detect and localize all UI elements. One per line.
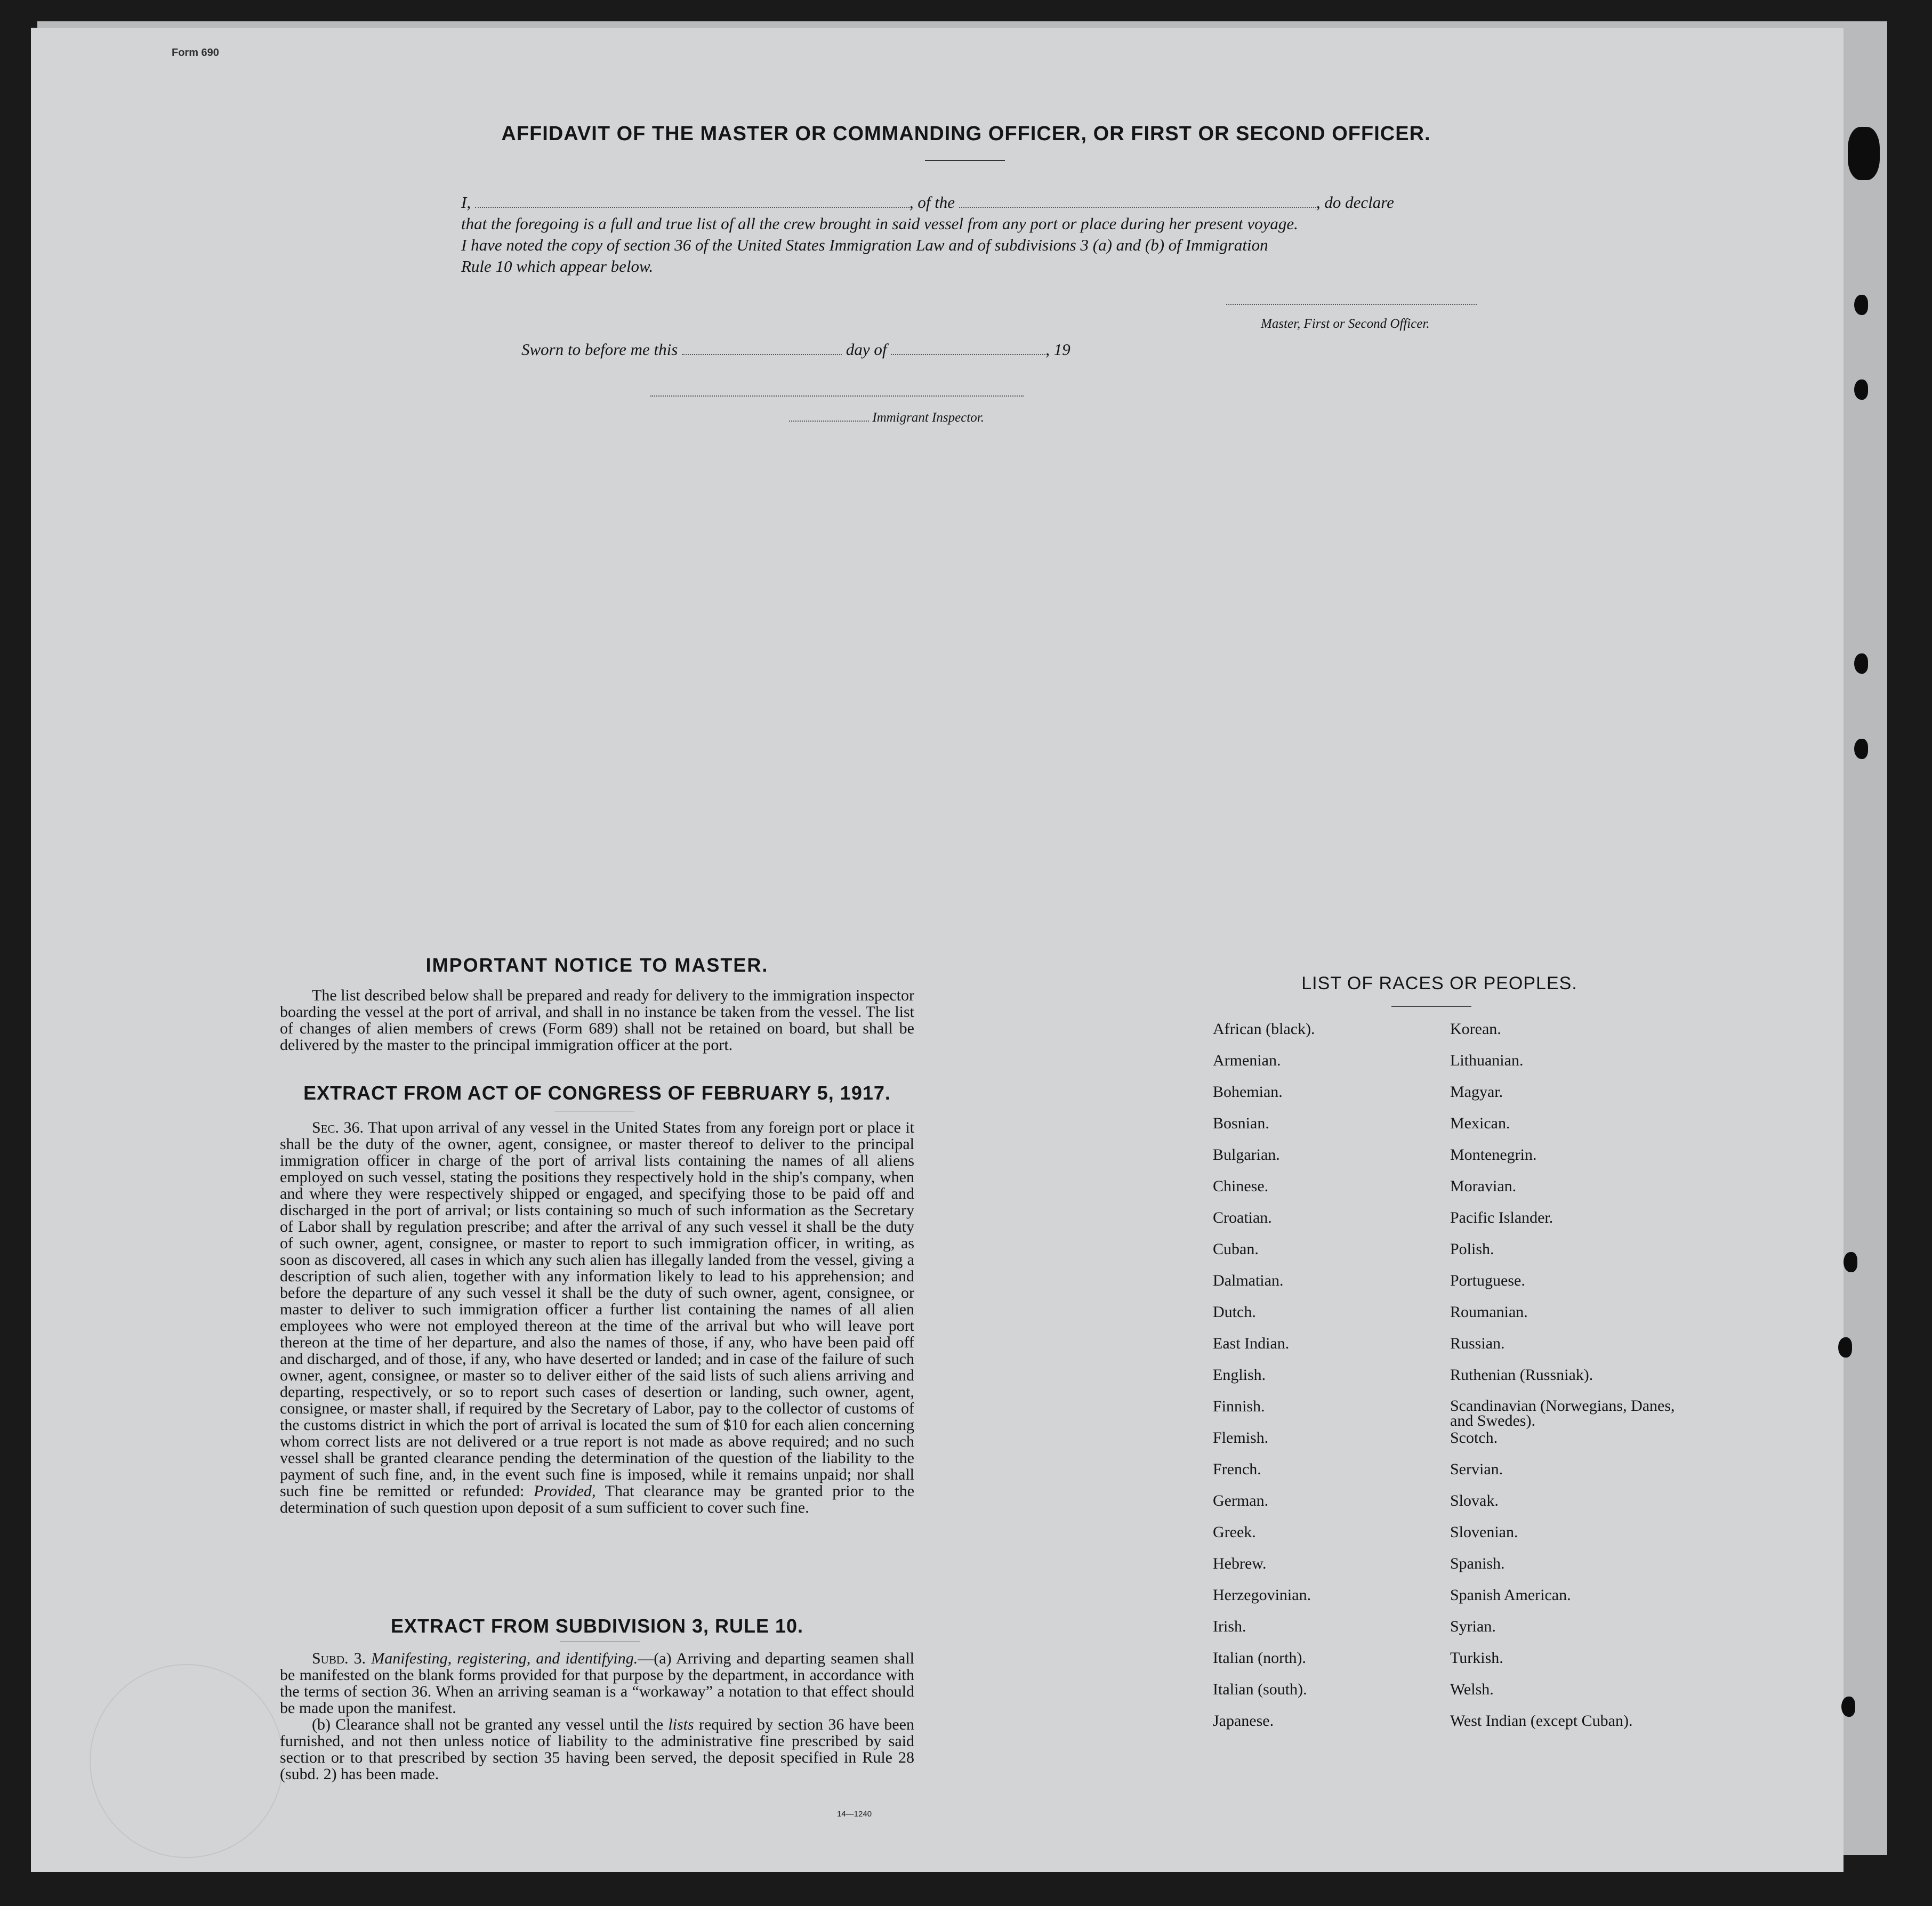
race-item: Slovak.	[1450, 1492, 1499, 1509]
race-item: Portuguese.	[1450, 1272, 1525, 1289]
rule-10-para-b-part2: required by section 36 have been furnished, and not then unless notice of liability to the administrative fine prescribed by said section or to that prescribed by section 35 having been served, the deposit specified in Rule 28 (subd. 2) has been made.	[280, 1716, 914, 1783]
section-36-text-part1: That upon arrival of any vessel in the United States from any foreign port or place it shall be the duty of the owner, agent, consignee, or master thereof to deliver to the principal immigration officer in charge of the port of arrival lists containing the names of all aliens employed on such vessel, stating the positions they respectively hold in the ship's company, when and where they were respectively shipped or engaged, and specifying those to be paid off and discharged in the port of arrival; or lists containing so much of such information as the Secretary of Labor shall by regulation prescribe; and after the arrival of any such vessel it shall be the duty of such owner, agent, consignee, or master to report to such immigration officer, in writing, as soon as discovered, all cases in which any such alien has illegally landed from the vessel, giving a description of such alien, together with any information likely to lead to his apprehension; and before the departure of any such vessel it shall be the duty of such owner, agent, consignee, or master to deliver to such immigration officer a further list containing the names of all alien employees who were not employed thereon at the time of the arrival but who will leave port thereon at the time of her departure, and also the names of those, if any, who have been paid off and discharged, and of those, if any, who have deserted or landed; and in case of the failure of such owner, agent, consignee, or master so to deliver either of the said lists of such aliens arriving and departing, respectively, or so to report such cases of desertion or landing, such owner, agent, consignee, or master shall, if required by the Secretary of Labor, pay to the collector of customs of the customs district in which the port of arrival is located the sum of $10 for each alien concerning whom correct lists are not delivered or a true report is not made as above required; and no such vessel shall be granted clearance pending the determination of the question of the liability to the payment of such fine, and, in the event such fine is imposed, while it remains unpaid; nor shall such fine be remitted or refunded:	[280, 1119, 914, 1500]
race-item: Finnish.	[1213, 1398, 1265, 1415]
race-item: Irish.	[1213, 1618, 1246, 1635]
declaration-line-3: I have noted the copy of section 36 of the United States Immigration Law and of subdivisions 3 (a) and (b) of Immigration	[461, 236, 1268, 254]
sworn-label: Sworn to before me this	[521, 340, 678, 359]
rule-10-para-a	[280, 1650, 914, 1716]
race-item: Turkish.	[1450, 1649, 1503, 1667]
race-item: Italian (north).	[1213, 1649, 1306, 1667]
race-item: Armenian.	[1213, 1052, 1281, 1069]
race-item: Korean.	[1450, 1020, 1501, 1038]
race-item: Bulgarian.	[1213, 1146, 1280, 1164]
race-item: Bosnian.	[1213, 1114, 1269, 1132]
race-item: Bohemian.	[1213, 1083, 1283, 1101]
rule-10-para-b	[280, 1716, 914, 1782]
race-item: Mexican.	[1450, 1114, 1510, 1132]
race-item: Croatian.	[1213, 1209, 1272, 1226]
subd-heading: Manifesting, registering, and identifying.	[371, 1650, 638, 1667]
race-item: Ruthenian (Russniak).	[1450, 1366, 1593, 1384]
day-of-label: day of	[846, 340, 887, 359]
race-item: Moravian.	[1450, 1177, 1517, 1195]
sworn-line	[521, 340, 1070, 359]
sworn-month-field[interactable]	[891, 354, 1045, 355]
race-item: English.	[1213, 1366, 1266, 1384]
inspector-signature-line[interactable]	[650, 395, 1024, 397]
race-item: Spanish.	[1450, 1555, 1505, 1572]
punch-hole	[1854, 739, 1868, 759]
race-item: Scotch.	[1450, 1429, 1498, 1447]
officer-name-field[interactable]	[475, 207, 909, 208]
notice-text: The list described below shall be prepared and ready for delivery to the immigration inspector boarding the vessel at the port of arrival, and shall in no instance be taken from the vessel. The list of changes of alien members of crews (Form 689) shall not be retained on board, but shall be delivered by the master to the principal immigration officer at the port.	[280, 987, 914, 1054]
race-item: Magyar.	[1450, 1083, 1503, 1101]
punch-hole	[1841, 1697, 1855, 1717]
torn-edge-mark	[1848, 127, 1880, 180]
embossed-seal	[90, 1664, 284, 1858]
inspector-dots	[789, 421, 869, 422]
race-item: Flemish.	[1213, 1429, 1269, 1447]
race-item: Polish.	[1450, 1240, 1494, 1258]
race-item: Welsh.	[1450, 1681, 1494, 1698]
race-item: Montenegrin.	[1450, 1146, 1537, 1164]
section-36-text-block	[280, 1119, 914, 1516]
act-extract-title: EXTRACT FROM ACT OF CONGRESS OF FEBRUARY 5, 1917.	[303, 1082, 891, 1104]
race-item: Italian (south).	[1213, 1681, 1307, 1698]
race-item: Scandinavian (Norwegians, Danes, and Swedes).	[1450, 1397, 1675, 1430]
race-item: Cuban.	[1213, 1240, 1259, 1258]
rule-10-para-b-part1: (b) Clearance shall not be granted any vessel until the	[312, 1716, 664, 1733]
section-36-text-part2: That clearance may be granted prior to the determination of such question upon deposit of a sum sufficient to cover such fine.	[280, 1482, 915, 1516]
declaration-line-4: Rule 10 which appear below.	[461, 257, 654, 276]
races-right-column	[1450, 1021, 1695, 1745]
race-item: Slovenian.	[1450, 1523, 1518, 1541]
inspector-signature-row	[789, 410, 984, 425]
race-item: Russian.	[1450, 1335, 1505, 1352]
declaration-line-2: that the foregoing is a full and true list of all the crew brought in said vessel from any port or place during her present voyage.	[461, 214, 1298, 233]
race-item: Pacific Islander.	[1450, 1209, 1553, 1226]
race-item: Greek.	[1213, 1523, 1256, 1541]
race-item: Chinese.	[1213, 1177, 1269, 1195]
race-item: West Indian (except Cuban).	[1450, 1712, 1633, 1730]
section-36-label: Sec. 36.	[312, 1119, 364, 1136]
inspector-label: Immigrant Inspector.	[872, 410, 984, 425]
notice-title: IMPORTANT NOTICE TO MASTER.	[425, 954, 769, 976]
race-item: French.	[1213, 1460, 1261, 1478]
races-title-rule	[1391, 1006, 1471, 1007]
race-item: German.	[1213, 1492, 1269, 1509]
print-code: 14—1240	[837, 1810, 872, 1819]
subd-label: Subd. 3.	[312, 1650, 366, 1667]
vessel-name-field[interactable]	[959, 207, 1316, 208]
races-title: LIST OF RACES OR PEOPLES.	[1301, 973, 1577, 994]
master-signature-label: Master, First or Second Officer.	[1261, 317, 1430, 331]
affidavit-title: AFFIDAVIT OF THE MASTER OR COMMANDING OFFICER, OR FIRST OR SECOND OFFICER.	[501, 123, 1431, 145]
race-item: Japanese.	[1213, 1712, 1274, 1730]
rule-10-para-b-lists: lists	[668, 1716, 694, 1733]
master-signature-line[interactable]	[1226, 304, 1477, 305]
race-item: Roumanian.	[1450, 1303, 1528, 1321]
notice-text-block	[280, 987, 914, 1053]
i-label: I,	[461, 193, 471, 212]
race-item: African (black).	[1213, 1020, 1315, 1038]
punch-hole	[1838, 1337, 1852, 1358]
punch-hole	[1854, 295, 1868, 315]
declaration-text	[461, 192, 1501, 277]
rule-10-text-block	[280, 1650, 914, 1782]
race-item: Lithuanian.	[1450, 1052, 1524, 1069]
title-rule	[925, 160, 1005, 161]
punch-hole	[1854, 653, 1868, 674]
race-item: Dalmatian.	[1213, 1272, 1284, 1289]
do-declare-label: , do declare	[1316, 193, 1394, 212]
races-left-column	[1213, 1021, 1447, 1745]
form-number: Form 690	[172, 47, 219, 59]
race-item: Herzegovinian.	[1213, 1586, 1311, 1604]
of-the-label: , of the	[909, 193, 955, 212]
section-36-paragraph	[280, 1119, 914, 1516]
declaration-line-1	[461, 192, 1501, 213]
race-item: Spanish American.	[1450, 1586, 1571, 1604]
punch-hole	[1844, 1252, 1857, 1272]
rule-extract-title: EXTRACT FROM SUBDIVISION 3, RULE 10.	[390, 1615, 804, 1637]
race-item: Dutch.	[1213, 1303, 1256, 1321]
race-item: East Indian.	[1213, 1335, 1290, 1352]
year-label: , 19	[1045, 340, 1070, 359]
provided-label: Provided,	[534, 1482, 596, 1500]
race-item: Syrian.	[1450, 1618, 1496, 1635]
race-item: Hebrew.	[1213, 1555, 1267, 1572]
race-item: Servian.	[1450, 1460, 1503, 1478]
punch-hole	[1854, 379, 1868, 400]
rule-10-para-a-text: —(a) Arriving and departing seamen shall be manifested on the blank forms provided for that purpose by the department, in accordance with the terms of section 36. When an arriving seaman is a “workaway” a notation to that effect should be made upon the manifest.	[280, 1650, 914, 1717]
sworn-day-field[interactable]	[682, 354, 842, 355]
